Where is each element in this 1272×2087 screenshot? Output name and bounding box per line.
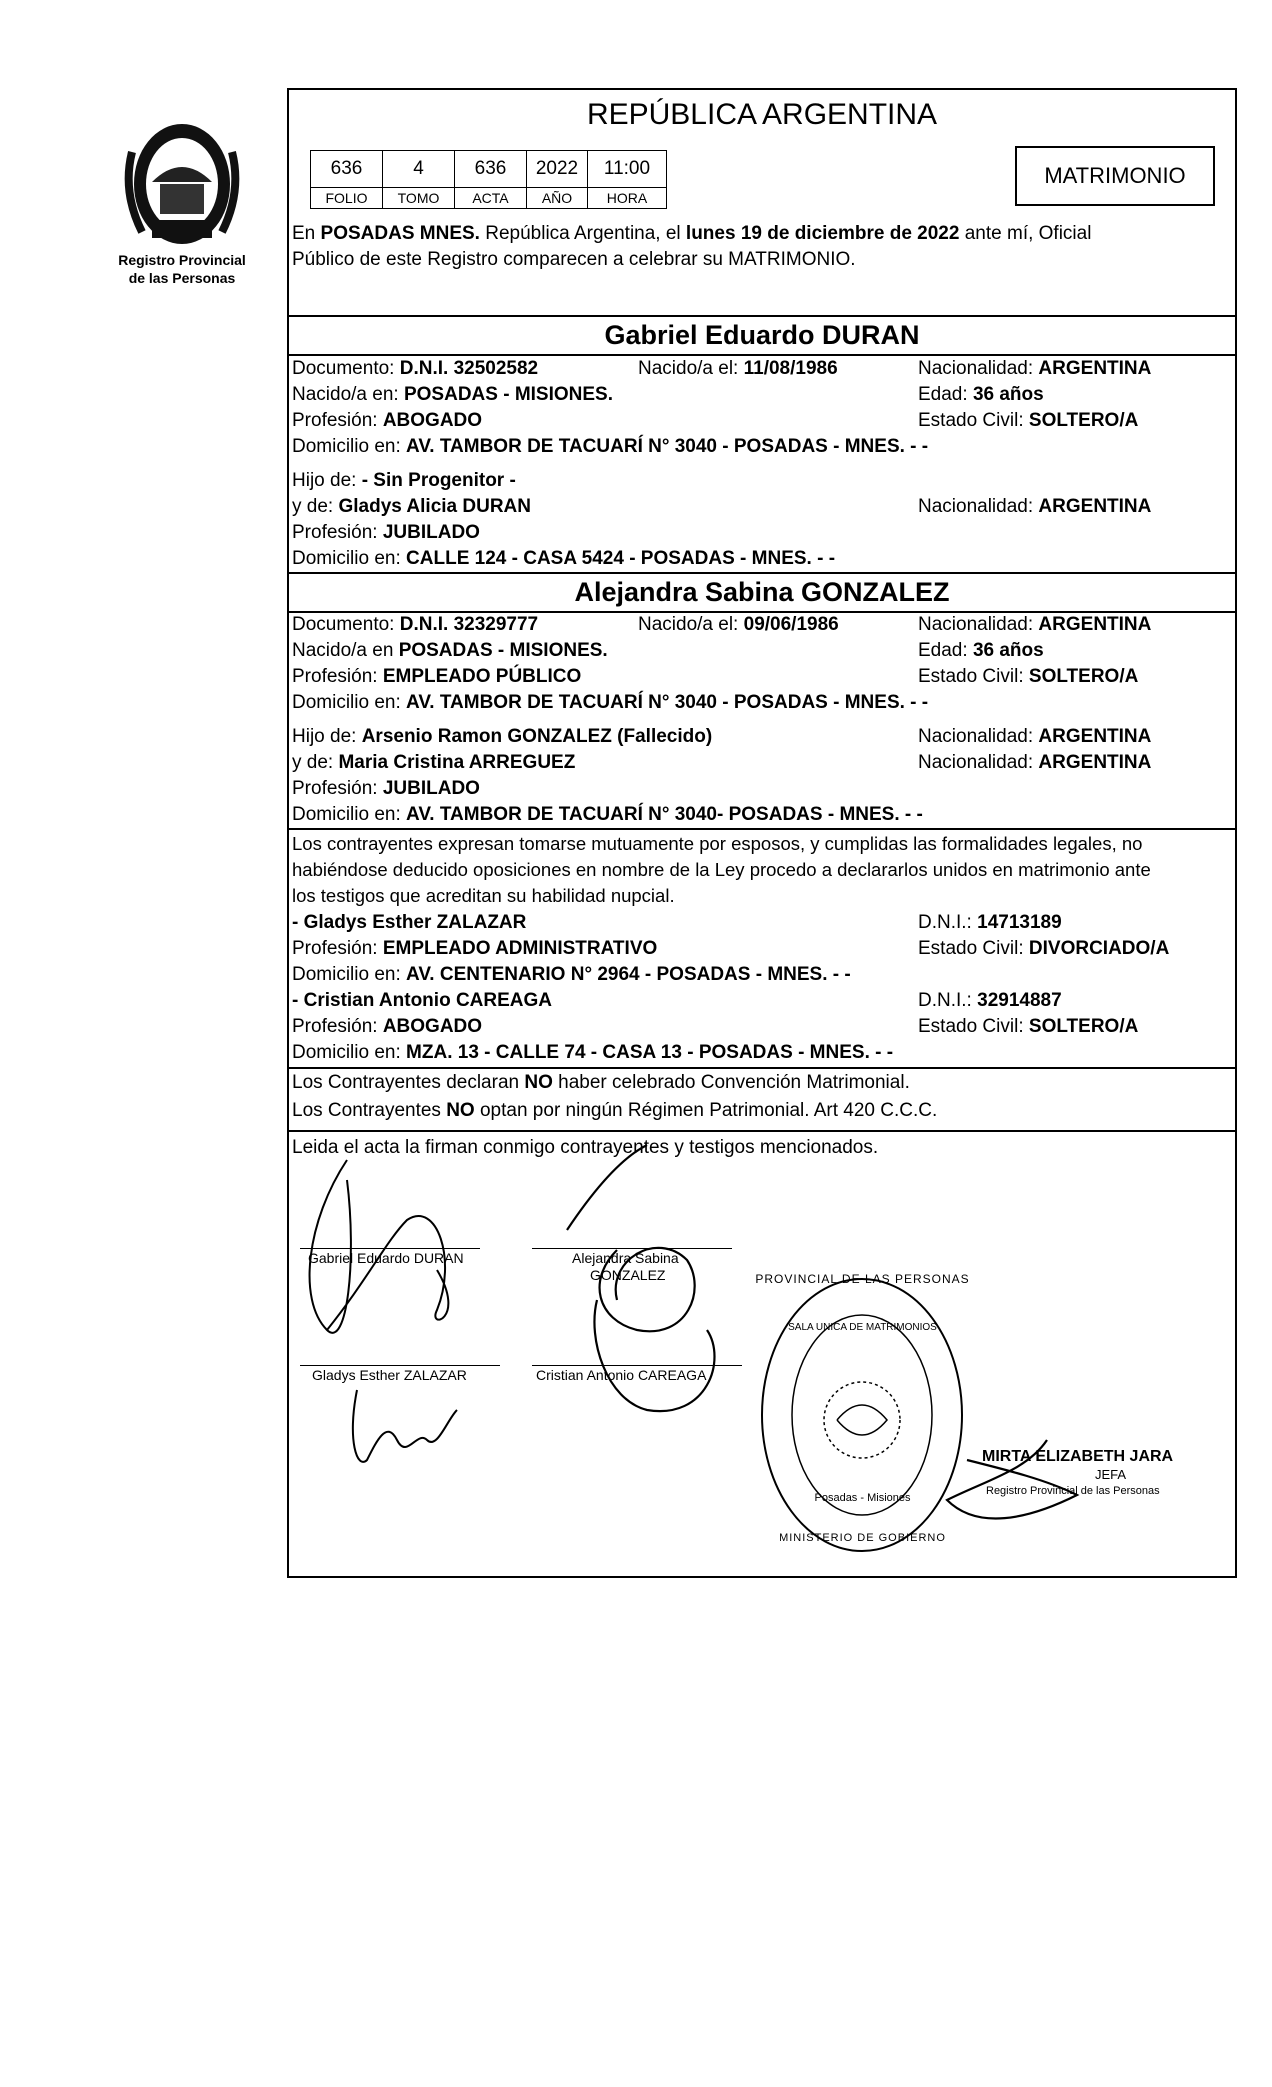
spouse2-age: Edad: 36 años (918, 640, 1044, 661)
spouse2-mother: y de: Maria Cristina ARREGUEZ (292, 752, 576, 773)
official-stamp-icon (755, 1270, 970, 1560)
stamp-outer-text: PROVINCIAL DE LAS PERSONAS (755, 1272, 970, 1286)
intro-line-1: En POSADAS MNES. República Argentina, el lunes 19 de diciembre de 2022 ante mí, Oficial (292, 223, 1092, 244)
witness2-profession: Profesión: ABOGADO (292, 1016, 483, 1037)
divider (287, 828, 1237, 830)
logo-caption-1: Registro Provincial (118, 252, 246, 268)
divider (287, 1130, 1237, 1132)
stamp-bottom-text: MINISTERIO DE GOBIERNO (779, 1532, 946, 1544)
official-role: JEFA (1095, 1467, 1127, 1482)
witness1-profession: Profesión: EMPLEADO ADMINISTRATIVO (292, 938, 658, 959)
signature-line (300, 1365, 500, 1366)
witness1-address: Domicilio en: AV. CENTENARIO N° 2964 - POSADAS - MNES. - - (292, 964, 851, 985)
spouse1-parent-address: Domicilio en: CALLE 124 - CASA 5424 - POSADAS - MNES. - - (292, 548, 836, 569)
official-name: MIRTA ELIZABETH JARA (982, 1448, 1174, 1465)
province-seal-icon (112, 112, 252, 252)
logo-caption-2: de las Personas (128, 270, 236, 286)
spouse1-document: Documento: D.N.I. 32502582 (292, 358, 539, 379)
spouse1-civil: Estado Civil: SOLTERO/A (918, 410, 1139, 431)
spouse2-mother-nationality: Nacionalidad: ARGENTINA (918, 752, 1152, 773)
witness2-name: - Cristian Antonio CAREAGA (292, 990, 553, 1011)
spouse1-born: Nacido/a el: 11/08/1986 (638, 358, 838, 379)
ref-folio-label: FOLIO (310, 187, 383, 209)
intro-line-2: Público de este Registro comparecen a celebrar su MATRIMONIO. (292, 249, 856, 270)
ref-year-label: AÑO (526, 187, 588, 209)
signature-spouse2-label-1: Alejandra Sabina (572, 1250, 679, 1266)
spouse1-age: Edad: 36 años (918, 384, 1044, 405)
witness2-address: Domicilio en: MZA. 13 - CALLE 74 - CASA 13 - POSADAS - MNES. - - (292, 1042, 894, 1063)
spouse1-birthplace: Nacido/a en: POSADAS - MISIONES. (292, 384, 613, 405)
signature-line (532, 1365, 742, 1366)
closing-text: Leida el acta la firman conmigo contrayentes y testigos mencionados. (292, 1137, 879, 1158)
spouse1-nationality: Nacionalidad: ARGENTINA (918, 358, 1152, 379)
divider (287, 1067, 1237, 1069)
spouse2-parent-profession: Profesión: JUBILADO (292, 778, 480, 799)
stamp-inner-text: SALA UNICA DE MATRIMONIOS (788, 1322, 937, 1333)
spouse2-parent-address: Domicilio en: AV. TAMBOR DE TACUARÍ N° 3040- POSADAS - MNES. - - (292, 804, 923, 825)
spouse2-father-nationality: Nacionalidad: ARGENTINA (918, 726, 1152, 747)
document-title: REPÚBLICA ARGENTINA (586, 98, 938, 131)
official-office: Registro Provincial de las Personas (986, 1485, 1160, 1497)
spouse2-born: Nacido/a el: 09/06/1986 (638, 614, 839, 635)
registry-stamp (755, 1270, 970, 1560)
ref-folio: 636 (310, 150, 383, 188)
spouse2-profession: Profesión: EMPLEADO PÚBLICO (292, 666, 582, 687)
spouse2-address: Domicilio en: AV. TAMBOR DE TACUARÍ N° 3040 - POSADAS - MNES. - - (292, 692, 929, 713)
witness1-dni: D.N.I.: 14713189 (918, 912, 1062, 933)
spouse2-civil: Estado Civil: SOLTERO/A (918, 666, 1139, 687)
spouse2-father: Hijo de: Arsenio Ramon GONZALEZ (Fallecido) (292, 726, 713, 747)
spouse1-profession: Profesión: ABOGADO (292, 410, 483, 431)
spouse2-birthplace: Nacido/a en POSADAS - MISIONES. (292, 640, 608, 661)
act-type-box: MATRIMONIO (1015, 146, 1215, 206)
spouse2-document: Documento: D.N.I. 32329777 (292, 614, 539, 635)
stamp-city-text: Posadas - Misiones (814, 1492, 911, 1504)
spouse1-mother-nationality: Nacionalidad: ARGENTINA (918, 496, 1152, 517)
divider (287, 572, 1237, 574)
declaration-line-2: habiéndose deducido oposiciones en nombre de la Ley procedo a declararlos unidos en matrimonio ante (292, 859, 1151, 880)
signature-witness2-label: Cristian Antonio CAREAGA (536, 1367, 707, 1383)
spouse1-name: Gabriel Eduardo DURAN (604, 320, 920, 350)
ref-acta-label: ACTA (454, 187, 527, 209)
ref-hour: 11:00 (587, 150, 667, 188)
spouse1-parent-profession: Profesión: JUBILADO (292, 522, 480, 543)
declaration-line-3: los testigos que acreditan su habilidad nupcial. (292, 885, 675, 906)
ref-tomo: 4 (382, 150, 455, 188)
signature-witness1-label: Gladys Esther ZALAZAR (312, 1367, 467, 1383)
signature-spouse2-label-2: GONZALEZ (590, 1267, 666, 1283)
spouse2-nationality: Nacionalidad: ARGENTINA (918, 614, 1152, 635)
spouse1-address: Domicilio en: AV. TAMBOR DE TACUARÍ N° 3040 - POSADAS - MNES. - - (292, 436, 929, 457)
spouse1-father: Hijo de: - Sin Progenitor - (292, 470, 516, 491)
ref-acta: 636 (454, 150, 527, 188)
witness1-civil: Estado Civil: DIVORCIADO/A (918, 938, 1170, 959)
divider (287, 354, 1237, 356)
witness2-civil: Estado Civil: SOLTERO/A (918, 1016, 1139, 1037)
signature-spouse1-label: Gabriel Eduardo DURAN (308, 1250, 464, 1266)
spouse1-mother: y de: Gladys Alicia DURAN (292, 496, 531, 517)
regime-convention: Los Contrayentes declaran NO haber celebrado Convención Matrimonial. (292, 1072, 910, 1093)
witness1-name: - Gladys Esther ZALAZAR (292, 912, 527, 933)
witness2-dni: D.N.I.: 32914887 (918, 990, 1062, 1011)
ref-year: 2022 (526, 150, 588, 188)
divider (287, 315, 1237, 317)
signature-line (532, 1248, 732, 1249)
ref-hour-label: HORA (587, 187, 667, 209)
regime-patrimonial: Los Contrayentes NO optan por ningún Régimen Patrimonial. Art 420 C.C.C. (292, 1100, 938, 1121)
declaration-line-1: Los contrayentes expresan tomarse mutuamente por esposos, y cumplidas las formalidades legales, no (292, 833, 1143, 854)
signature-line (300, 1248, 480, 1249)
ref-tomo-label: TOMO (382, 187, 455, 209)
spouse2-name: Alejandra Sabina GONZALEZ (574, 577, 950, 607)
registry-logo (112, 112, 252, 292)
